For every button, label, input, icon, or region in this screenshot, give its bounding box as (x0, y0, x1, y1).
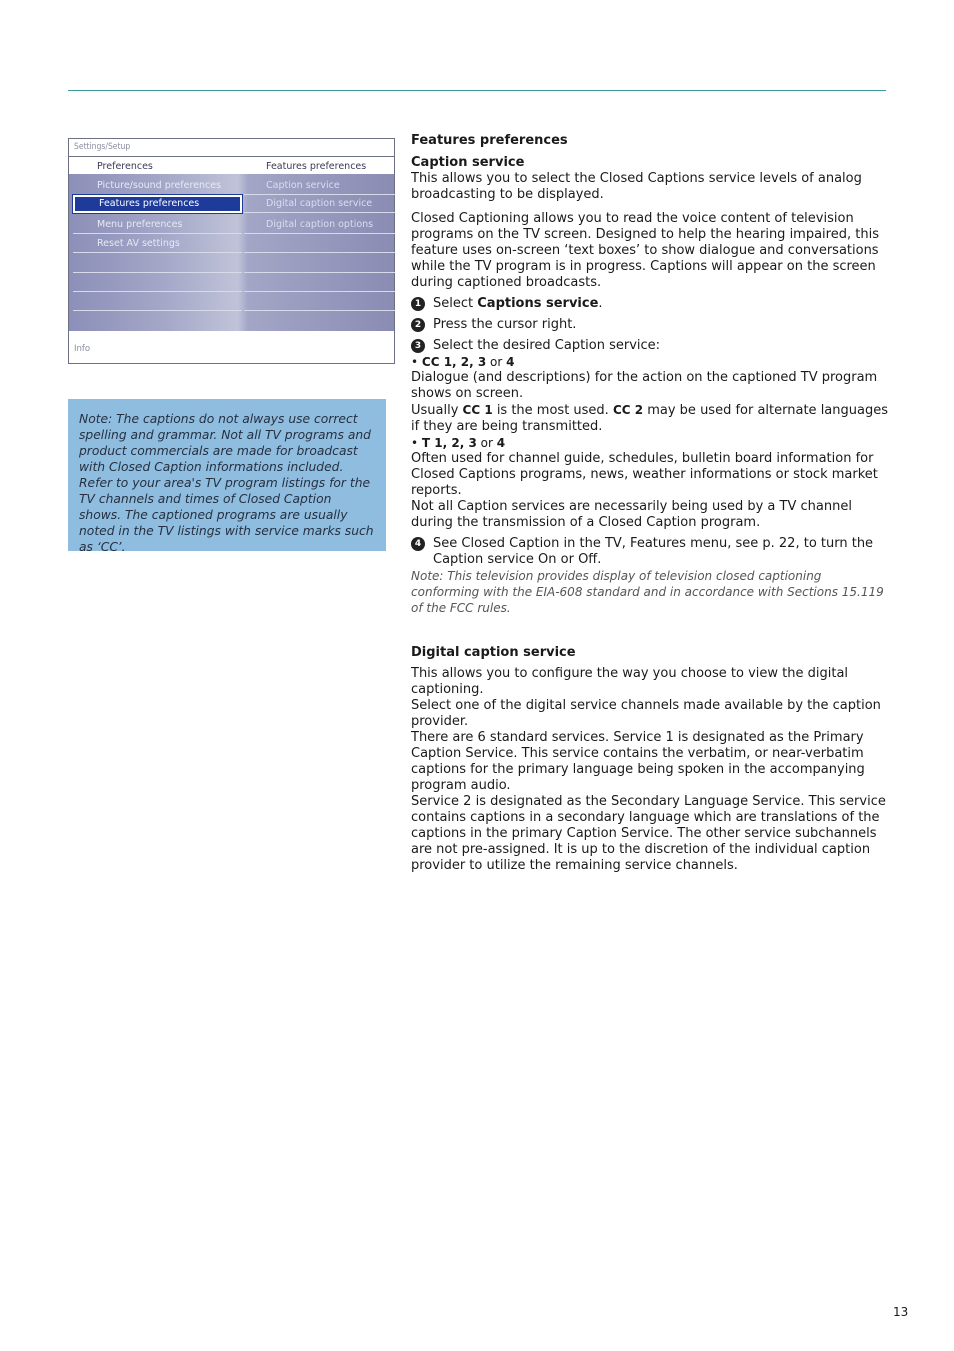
menu-empty-row (73, 274, 242, 292)
cc-desc-1: Dialogue (and descriptions) for the action on the captioned TV program shows on screen. (411, 370, 878, 401)
t-desc-2: Not all Caption services are necessarily being used by a TV channel during the transmission of a Closed Caption program. (411, 499, 852, 530)
step1-end: . (598, 296, 603, 311)
caption-description: Closed Captioning allows you to read the voice content of television programs on the TV screen. Designed to help the hearing impaired, this feature uses on-screen ‘text boxes’ to show dialogue and conversations while the TV program is in progress. Captions will appear on the screen during captioned broadcasts. (411, 211, 879, 290)
menu-empty-row (244, 293, 395, 311)
step1-bold: Captions service (477, 296, 599, 311)
cc-bullet: • CC 1, 2, 3 or 4 (411, 355, 515, 369)
section-title: Features preferences (411, 133, 568, 148)
digital-para-1: This allows you to configure the way you choose to view the digital captioning. (411, 666, 849, 697)
step1-text: Select (433, 296, 478, 311)
fcc-note: Note: This television provides display of television closed captioning conforming with the EIA-608 standard and in accordance with Sections 15.119 of the FCC rules. (411, 569, 884, 615)
menu-empty-row (244, 235, 395, 253)
digital-para-2: Select one of the digital service channels made available by the caption provider. (411, 698, 881, 729)
menu-item-menu-preferences[interactable]: Menu preferences (73, 216, 242, 234)
page-number: 13 (893, 1305, 909, 1319)
caption-note-box: Note: The captions do not always use correct spelling and grammar. Not all TV programs and product commercials are made for broadcast with Closed Caption informations included. Refer to your area's TV program listings for the TV channels and times of Closed Caption shows. The captioned programs are usually noted in the TV listings with service marks such as ‘CC’. (68, 399, 386, 551)
step-number-4: 4 (411, 537, 425, 551)
menu-subitem-caption-service[interactable]: Caption service (244, 177, 395, 195)
menu-header-right: Features preferences (266, 161, 367, 172)
step4-text: See Closed Caption in the TV, Features menu, see p. 22, to turn the Caption service On or Off. (433, 536, 874, 567)
caption-intro: This allows you to select the Closed Captions service levels of analog broadcasting to be displayed. (411, 171, 862, 202)
menu-panel (69, 174, 394, 331)
digital-caption-heading: Digital caption service (411, 645, 576, 660)
menu-item-picture-sound[interactable]: Picture/sound preferences (73, 177, 242, 195)
menu-subitem-digital-caption-service[interactable]: Digital caption service (244, 195, 395, 213)
menu-item-reset-av[interactable]: Reset AV settings (73, 235, 242, 253)
menu-item-features-selected[interactable]: Features preferences (73, 195, 242, 213)
step-1 (411, 296, 889, 312)
content-column (411, 133, 889, 874)
cc-desc-2: Usually CC 1 is the most used. CC 2 may be used for alternate languages if they are being transmitted. (411, 403, 888, 434)
menu-info-label: Info (74, 344, 91, 354)
menu-empty-row (244, 274, 395, 292)
step-4 (411, 536, 889, 568)
step-number-1: 1 (411, 297, 425, 311)
digital-para-4: Service 2 is designated as the Secondary Language Service. This service contains captions in a secondary language which are translations of the captions in the primary Caption Service. The other service subchannels are not pre-assigned. It is up to the discretion of the individual caption provider to utilize the remaining service channels. (411, 794, 886, 873)
menu-empty-row (73, 255, 242, 273)
t-bullet: • T 1, 2, 3 or 4 (411, 436, 506, 450)
menu-header-left: Preferences (97, 161, 153, 172)
header-rule (68, 90, 886, 91)
menu-header-divider (69, 156, 394, 157)
digital-para-3: There are 6 standard services. Service 1 is designated as the Primary Caption Service. This service contains the verbatim, or near-verbatim captions for the primary language being spoken in the accompanying program audio. (411, 730, 865, 793)
t-desc-1: Often used for channel guide, schedules, bulletin board information for Closed Captions programs, news, weather informations or stock market reports. (411, 451, 878, 498)
step-number-3: 3 (411, 339, 425, 353)
menu-empty-row (244, 255, 395, 273)
tv-menu-screenshot (68, 138, 395, 364)
menu-empty-row (73, 293, 242, 311)
menu-empty-row (73, 312, 242, 330)
step-3 (411, 338, 889, 354)
step2-text: Press the cursor right. (433, 317, 577, 332)
step-number-2: 2 (411, 318, 425, 332)
caption-service-heading: Caption service (411, 155, 525, 170)
step-2 (411, 317, 889, 333)
menu-breadcrumb: Settings/Setup (74, 142, 131, 152)
step3-text: Select the desired Caption service: (433, 338, 661, 353)
menu-subitem-digital-caption-options[interactable]: Digital caption options (244, 216, 395, 234)
